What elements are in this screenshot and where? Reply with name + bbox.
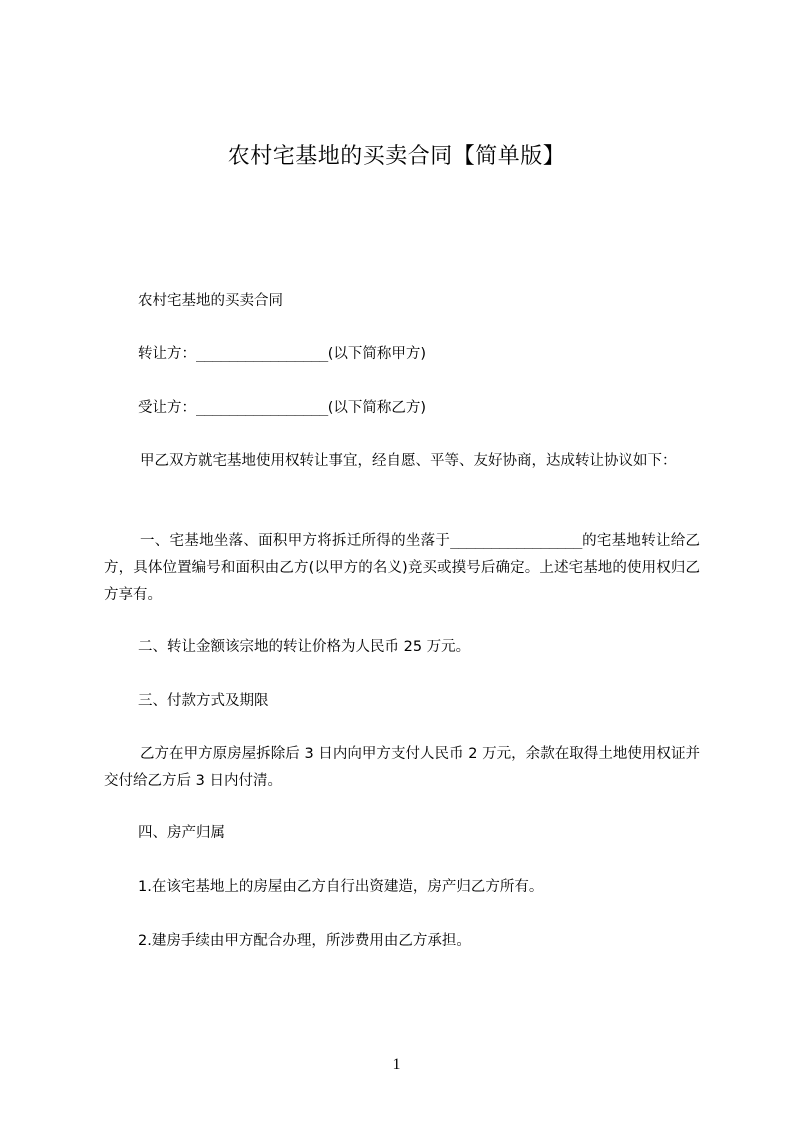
- transferee-note: (以下简称乙方): [327, 400, 427, 416]
- transferor-note: (以下简称甲方): [327, 346, 427, 362]
- transferor-line: [104, 341, 700, 368]
- transferee-label: 受让方：: [138, 400, 196, 416]
- transferee-blank: ________________: [196, 400, 328, 416]
- clause-1-prefix: 一、宅基地坐落、面积甲方将拆迁所得的坐落于: [140, 533, 451, 549]
- clause-1-blank: ________________: [450, 533, 582, 549]
- clause-4-item-2: 2.建房手续由甲方配合办理，所涉费用由乙方承担。: [138, 933, 471, 949]
- transferor-blank: ________________: [196, 346, 328, 362]
- transferor-label: 转让方：: [138, 346, 196, 362]
- clause-3-heading: 三、付款方式及期限: [138, 693, 269, 709]
- clause-2-paragraph: 二、转让金额该宗地的转让价格为人民币 25 万元。: [138, 639, 471, 655]
- transferee-line: [104, 395, 700, 422]
- document-title: 农村宅基地的买卖合同【简单版】: [227, 144, 566, 169]
- contract-subtitle: 农村宅基地的买卖合同: [138, 293, 283, 309]
- clause-4-item-1: 1.在该宅基地上的房屋由乙方自行出资建造，房产归乙方所有。: [138, 879, 544, 895]
- clause-4-heading: 四、房产归属: [138, 825, 225, 841]
- page-number: 1: [392, 1056, 401, 1073]
- clause-3-body: 乙方在甲方原房屋拆除后 3 日内向甲方支付人民币 2 万元，余款在取得土地使用权证并交付给乙方后 3 日内付清。: [104, 746, 700, 789]
- clause-1-suffix: 的宅基地转让给乙方，具体位置编号和面积由乙方(以甲方的名义)竞买或摸号后确定。上述宅基地的使用权归乙方享有。: [104, 533, 700, 603]
- clause-1-paragraph: [104, 528, 700, 609]
- intro-paragraph: 甲乙双方就宅基地使用权转让事宜，经自愿、平等、友好协商，达成转让协议如下：: [140, 453, 677, 469]
